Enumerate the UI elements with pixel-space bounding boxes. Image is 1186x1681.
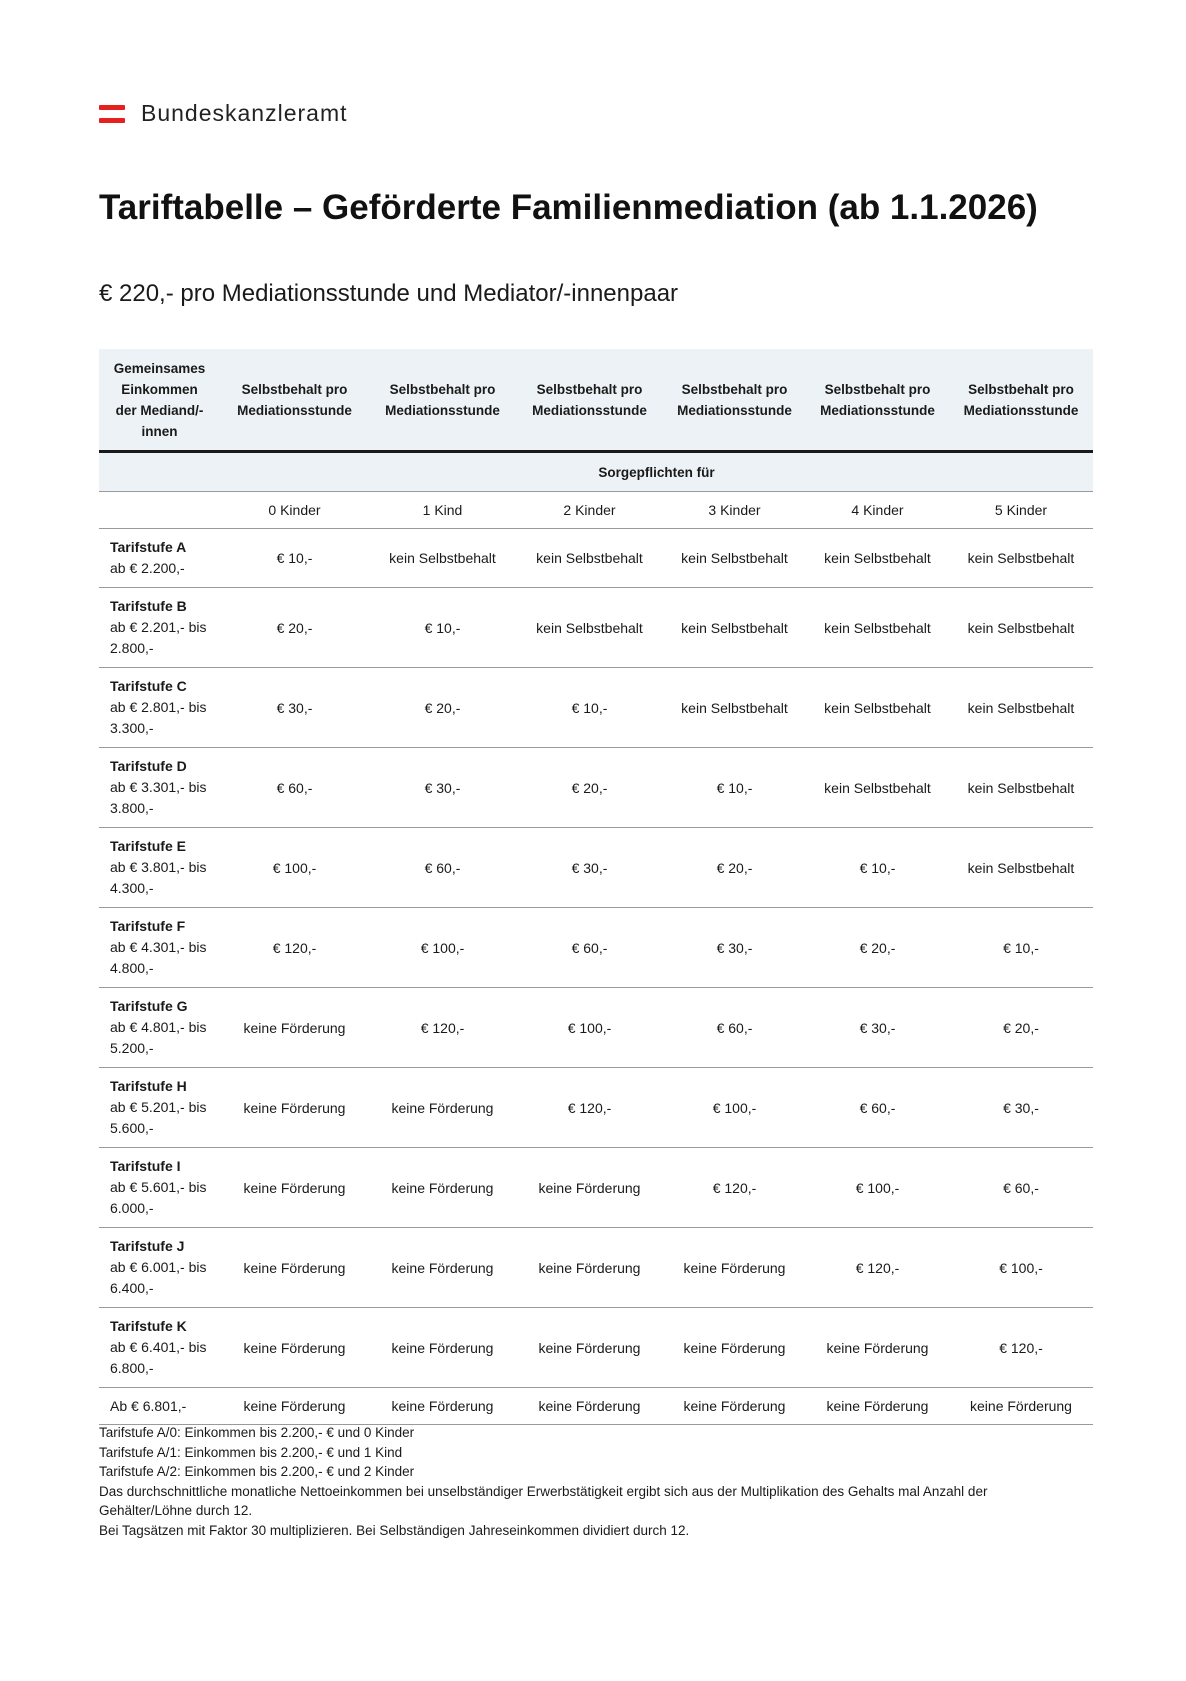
table-cell: kein Selbstbehalt — [369, 529, 516, 588]
table-header-row — [99, 349, 1093, 452]
tariff-table — [99, 349, 1093, 1425]
table-cell: € 20,- — [516, 748, 663, 828]
group-row — [99, 452, 1093, 492]
table-cell: € 120,- — [516, 1068, 663, 1148]
table-cell: kein Selbstbehalt — [663, 668, 806, 748]
table-row — [99, 908, 1093, 988]
brand-name: Bundeskanzleramt — [141, 100, 348, 126]
tier-label: Tarifstufe A ab € 2.200,- — [99, 529, 220, 588]
kids-label: 3 Kinder — [663, 492, 806, 529]
table-cell: € 10,- — [220, 529, 369, 588]
table-cell: € 20,- — [663, 828, 806, 908]
table-cell: keine Förderung — [220, 1388, 369, 1425]
table-cell: € 20,- — [806, 908, 949, 988]
austrian-flag-icon — [99, 105, 125, 123]
table-row — [99, 1228, 1093, 1308]
tier-label: Tarifstufe I ab € 5.601,- bis 6.000,- — [99, 1148, 220, 1228]
table-cell: € 100,- — [806, 1148, 949, 1228]
table-cell: keine Förderung — [516, 1308, 663, 1388]
table-cell: keine Förderung — [516, 1388, 663, 1425]
tier-label: Tarifstufe J ab € 6.001,- bis 6.400,- — [99, 1228, 220, 1308]
table-cell: keine Förderung — [663, 1228, 806, 1308]
tier-label: Tarifstufe K ab € 6.401,- bis 6.800,- — [99, 1308, 220, 1388]
table-cell: € 60,- — [369, 828, 516, 908]
tier-label: Tarifstufe F ab € 4.301,- bis 4.800,- — [99, 908, 220, 988]
table-cell: kein Selbstbehalt — [806, 588, 949, 668]
footnote-line: Gehälter/Löhne durch 12. — [99, 1503, 253, 1518]
table-cell: kein Selbstbehalt — [663, 529, 806, 588]
table-cell: € 20,- — [220, 588, 369, 668]
kids-label: 0 Kinder — [220, 492, 369, 529]
table-cell: € 100,- — [369, 908, 516, 988]
table-cell: keine Förderung — [220, 988, 369, 1068]
table-cell: keine Förderung — [369, 1228, 516, 1308]
table-cell: € 30,- — [516, 828, 663, 908]
table-cell: kein Selbstbehalt — [949, 828, 1093, 908]
table-cell: kein Selbstbehalt — [516, 529, 663, 588]
brand-logo — [99, 100, 348, 127]
tier-label: Tarifstufe H ab € 5.201,- bis 5.600,- — [99, 1068, 220, 1148]
table-cell: keine Förderung — [369, 1388, 516, 1425]
header-income: Gemeinsames Einkommen der Mediand/- innen — [99, 349, 220, 452]
table-cell: € 20,- — [369, 668, 516, 748]
table-cell: keine Förderung — [369, 1308, 516, 1388]
table-cell: keine Förderung — [663, 1388, 806, 1425]
kids-spacer — [99, 492, 220, 529]
table-row — [99, 748, 1093, 828]
tier-label: Ab € 6.801,- — [99, 1388, 220, 1425]
footnote-line: Bei Tagsätzen mit Faktor 30 multiplizieren. Bei Selbständigen Jahreseinkommen dividiert durch 12. — [99, 1522, 690, 1538]
kids-row — [99, 492, 1093, 529]
table-cell: kein Selbstbehalt — [949, 588, 1093, 668]
table-row — [99, 529, 1093, 588]
table-cell: kein Selbstbehalt — [663, 588, 806, 668]
page-subtitle: € 220,- pro Mediationsstunde und Mediator/-innenpaar — [99, 280, 679, 307]
table-row — [99, 1068, 1093, 1148]
header-selbstbehalt: Selbstbehalt pro Mediationsstunde — [949, 349, 1093, 452]
group-spacer — [99, 452, 220, 492]
table-cell: keine Förderung — [806, 1308, 949, 1388]
table-cell: € 60,- — [516, 908, 663, 988]
table-cell: € 120,- — [663, 1148, 806, 1228]
table-cell: keine Förderung — [220, 1148, 369, 1228]
table-row — [99, 668, 1093, 748]
table-cell: € 120,- — [220, 908, 369, 988]
table-cell: kein Selbstbehalt — [949, 529, 1093, 588]
table-row — [99, 828, 1093, 908]
tier-label: Tarifstufe D ab € 3.301,- bis 3.800,- — [99, 748, 220, 828]
table-cell: € 120,- — [949, 1308, 1093, 1388]
table-cell: keine Förderung — [663, 1308, 806, 1388]
header-selbstbehalt: Selbstbehalt pro Mediationsstunde — [516, 349, 663, 452]
table-cell: € 60,- — [663, 988, 806, 1068]
table-cell: keine Förderung — [220, 1228, 369, 1308]
header-selbstbehalt: Selbstbehalt pro Mediationsstunde — [369, 349, 516, 452]
kids-label: 5 Kinder — [949, 492, 1093, 529]
tier-label: Tarifstufe E ab € 3.801,- bis 4.300,- — [99, 828, 220, 908]
table-cell: € 10,- — [949, 908, 1093, 988]
table-cell: kein Selbstbehalt — [806, 748, 949, 828]
table-cell: € 120,- — [806, 1228, 949, 1308]
table-cell: € 100,- — [663, 1068, 806, 1148]
table-cell: keine Förderung — [369, 1148, 516, 1228]
table-cell: € 30,- — [806, 988, 949, 1068]
table-cell: € 100,- — [516, 988, 663, 1068]
table-cell: € 30,- — [369, 748, 516, 828]
table-cell: € 10,- — [806, 828, 949, 908]
kids-label: 2 Kinder — [516, 492, 663, 529]
kids-label: 4 Kinder — [806, 492, 949, 529]
header-selbstbehalt: Selbstbehalt pro Mediationsstunde — [663, 349, 806, 452]
table-cell: kein Selbstbehalt — [949, 668, 1093, 748]
tier-label: Tarifstufe G ab € 4.801,- bis 5.200,- — [99, 988, 220, 1068]
table-cell: € 100,- — [949, 1228, 1093, 1308]
footnotes — [99, 1423, 1099, 1540]
page-title: Tariftabelle – Geförderte Familienmediation (ab 1.1.2026) — [99, 188, 1038, 227]
table-cell: keine Förderung — [516, 1228, 663, 1308]
table-cell: kein Selbstbehalt — [806, 668, 949, 748]
group-label: Sorgepflichten für — [220, 452, 1093, 492]
footnote-line: Tarifstufe A/0: Einkommen bis 2.200,- € und 0 Kinder — [99, 1425, 415, 1440]
table-cell: € 10,- — [516, 668, 663, 748]
table-cell: € 60,- — [220, 748, 369, 828]
table-cell: € 10,- — [663, 748, 806, 828]
table-cell: kein Selbstbehalt — [806, 529, 949, 588]
table-cell: € 100,- — [220, 828, 369, 908]
table-cell: kein Selbstbehalt — [516, 588, 663, 668]
table-cell: kein Selbstbehalt — [949, 748, 1093, 828]
table-cell: € 30,- — [949, 1068, 1093, 1148]
table-row — [99, 1148, 1093, 1228]
table-row — [99, 988, 1093, 1068]
header-selbstbehalt: Selbstbehalt pro Mediationsstunde — [806, 349, 949, 452]
table-cell: keine Förderung — [220, 1308, 369, 1388]
tier-label: Tarifstufe B ab € 2.201,- bis 2.800,- — [99, 588, 220, 668]
table-row — [99, 1308, 1093, 1388]
table-row — [99, 588, 1093, 668]
table-cell: € 60,- — [949, 1148, 1093, 1228]
table-cell: keine Förderung — [949, 1388, 1093, 1425]
table-cell: € 30,- — [663, 908, 806, 988]
header-selbstbehalt: Selbstbehalt pro Mediationsstunde — [220, 349, 369, 452]
footnote-line: Tarifstufe A/2: Einkommen bis 2.200,- € und 2 Kinder — [99, 1464, 415, 1479]
table-cell: € 120,- — [369, 988, 516, 1068]
table-cell: keine Förderung — [516, 1148, 663, 1228]
footnote-line: Das durchschnittliche monatliche Nettoeinkommen bei unselbständiger Erwerbstätigkeit ergibt sich aus der Multiplikation des Gehalts mal Anzahl der — [99, 1483, 988, 1499]
table-row — [99, 1388, 1093, 1425]
table-cell: keine Förderung — [220, 1068, 369, 1148]
table-cell: keine Förderung — [806, 1388, 949, 1425]
footnote-line: Tarifstufe A/1: Einkommen bis 2.200,- € und 1 Kind — [99, 1444, 403, 1460]
table-cell: € 10,- — [369, 588, 516, 668]
tier-label: Tarifstufe C ab € 2.801,- bis 3.300,- — [99, 668, 220, 748]
table-cell: € 30,- — [220, 668, 369, 748]
kids-label: 1 Kind — [369, 492, 516, 529]
table-cell: € 60,- — [806, 1068, 949, 1148]
table-cell: € 20,- — [949, 988, 1093, 1068]
table-cell: keine Förderung — [369, 1068, 516, 1148]
